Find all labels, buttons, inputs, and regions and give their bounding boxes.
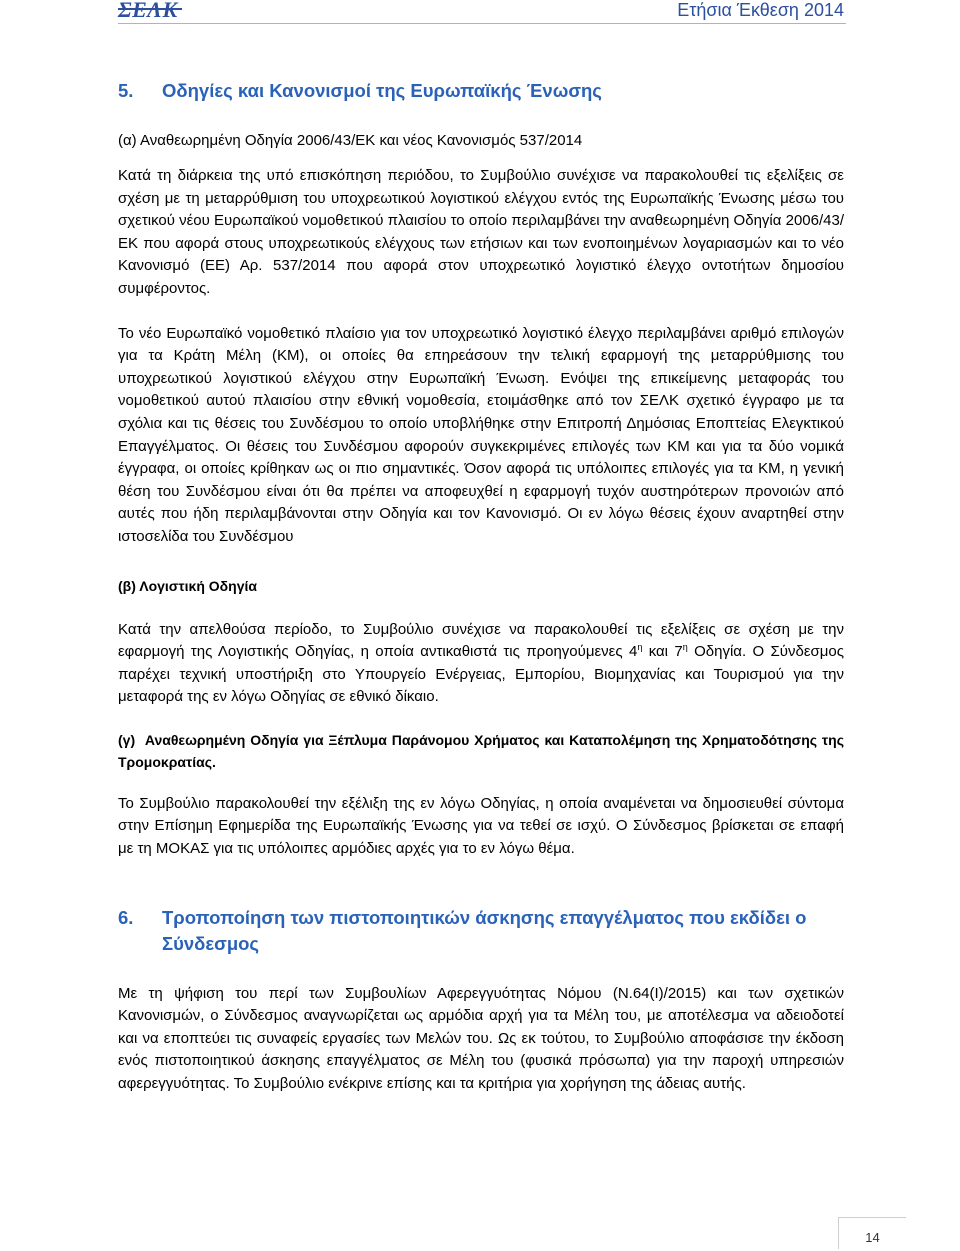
subsection-b-text-1: Κατά την απελθούσα περίοδο, το Συμβούλιο συνέχισε να παρακολουθεί τις εξελίξεις σε σχέση με την εφαρμογή της Λογιστικής Οδηγίας, η οποία αντικαθιστά τις προηγούμενες 4 [118, 620, 844, 661]
header-rule [118, 23, 846, 24]
subsection-b-text-3: Οδηγία. Ο Σύνδεσμος παρέχει τεχνική υποστήριξη στο Υπουργείο Ενέργειας, Εμπορίου, Βιομηχανίας και Τουρισμού για την μεταφορά της εν λόγω Οδηγίας σε εθνικό δίκαιο. [118, 643, 845, 706]
page-content [118, 78, 844, 1096]
subsection-c-title: Αναθεωρημένη Οδηγία για Ξέπλυμα Παράνομου Χρήματος και Καταπολέμηση της Χρηματοδότησης της Τρομοκρατίας. [118, 731, 845, 770]
subsection-a-paragraph-1: Κατά τη διάρκεια της υπό επισκόπηση περιόδου, το Συμβούλιο συνέχισε να παρακολουθεί τις εξελίξεις σε σχέση με τη μεταρρύθμιση του υποχρεωτικού λογιστικού ελέγχου εντός της Ευρωπαϊκής Ένωσης μέσω του σχετικού νέου Ευρωπαϊκού νομοθετικού πλαισίου το οποίο περιλαμβάνει την αναθεωρημένη Οδηγία 2006/43/ΕΚ που αφορά στους υποχρεωτικούς ελέγχους των ετήσιων και των ενοποιημένων λογαριασμών και το νέο Κανονισμό (ΕΕ) Αρ. 537/2014 που αφορά στον υποχρεωτικό λογιστικό έλεγχο οντοτήτων δημοσίου συμφέροντος. [118, 167, 844, 297]
page-number-box [838, 1217, 906, 1249]
section-5-number: 5. [118, 80, 134, 101]
superscript-4th: η [637, 642, 643, 653]
subsection-b-heading: (β) Λογιστική Οδηγία [118, 577, 257, 594]
section-6-number: 6. [118, 906, 134, 928]
subsection-b-text-2: και 7 [642, 643, 683, 661]
section-6-title: Τροποποίηση των πιστοποιητικών άσκησης επαγγέλματος που εκδίδει ο Σύνδεσμος [162, 906, 807, 954]
header-title: Ετήσια Έκθεση 2014 [677, 0, 844, 20]
page-number: 14 [865, 1230, 880, 1245]
subsection-c-heading [118, 729, 844, 773]
section-6-paragraph: Με τη ψήφιση του περί των Συμβουλίων Αφερεγγυότητας Νόμου (Ν.64(Ι)/2015) και των σχετικών Κανονισμών, ο Σύνδεσμος αναγνωρίζεται ως αρμόδια αρχή για τα Μέλη του, με αποτέλεσμα να αδειοδοτεί και να εποπτεύει τις συναφείς εργασίες των Μελών του. Ως εκ τούτου, το Συμβούλιο αποφάσισε την έκδοση ενός πιστοποιητικού άσκησης επαγγέλματος σε Μέλη του (φυσικά πρόσωπα) για την παροχή υπηρεσιών αφερεγγυότητας. Το Συμβούλιο ενέκρινε επίσης και τα κριτήρια για χορήγηση της άδειας αυτής. [118, 984, 844, 1093]
page-header [118, 0, 846, 24]
subsection-b-paragraph [118, 619, 844, 709]
subsection-c-paragraph: Το Συμβούλιο παρακολουθεί την εξέλιξη της εν λόγω Οδηγίας, η οποία αναμένεται να δημοσιευθεί σύντομα στην Επίσημη Εφημερίδα της Ευρωπαϊκής Ένωσης για να τεθεί σε ισχύ. Ο Σύνδεσμος βρίσκεται σε επαφή με τη ΜΟΚΑΣ για τις υπόλοιπες αρμόδιες αρχές για το εν λόγω θέμα. [118, 794, 844, 858]
section-5-title: Οδηγίες και Κανονισμοί της Ευρωπαϊκής Ένωσης [162, 80, 602, 101]
superscript-7th: η [682, 642, 688, 653]
section-6-heading [118, 905, 844, 957]
section-5-heading [118, 78, 844, 104]
subsection-a-heading: (α) Αναθεωρημένη Οδηγία 2006/43/ΕΚ και νέος Κανονισμός 537/2014 [118, 132, 583, 149]
subsection-a-paragraph-2: Το νέο Ευρωπαϊκό νομοθετικό πλαίσιο για τον υποχρεωτικό λογιστικό έλεγχο περιλαμβάνει αριθμό επιλογών για τα Κράτη Μέλη (ΚΜ), οι οποίες θα επηρεάσουν την τελική εφαρμογή της μεταρρύθμισης του υποχρεωτικού λογιστικού ελέγχου στην Ευρωπαϊκή Ένωση. Ενόψει της επικείμενης μεταφοράς του νομοθετικού αυτού πλαισίου στην εθνική νομοθεσία, ετοιμάσθηκε από τον ΣΕΛΚ σχετικό έγγραφο με τα σχόλια και τις θέσεις του Συνδέσμου το οποίο υποβλήθηκε στην Επιτροπή Δημόσιας Εποπτείας Ελεγκτικού Επαγγέλματος. Οι θέσεις του Συνδέσμου αφορούν συγκεκριμένες επιλογές των ΚΜ και για τα δύο νομικά έγγραφα, οι οποίες κρίθηκαν ως οι πιο σημαντικές. Όσον αφορά τις υπόλοιπες επιλογές για τα ΚΜ, η γενική θέση του Συνδέσμου είναι ότι θα πρέπει να αποφευχθεί η εφαρμογή τυχόν αυστηρότερων προνοιών από αυτές που ήδη περιλαμβάνονται στην Οδηγία και τον Κανονισμό. Οι εν λόγω θέσεις έχουν αναρτηθεί στην ιστοσελίδα του Συνδέσμου [118, 324, 844, 545]
subsection-c-label: (γ) [118, 731, 136, 748]
selk-logo: ΣΕΛΚ [118, 0, 178, 23]
